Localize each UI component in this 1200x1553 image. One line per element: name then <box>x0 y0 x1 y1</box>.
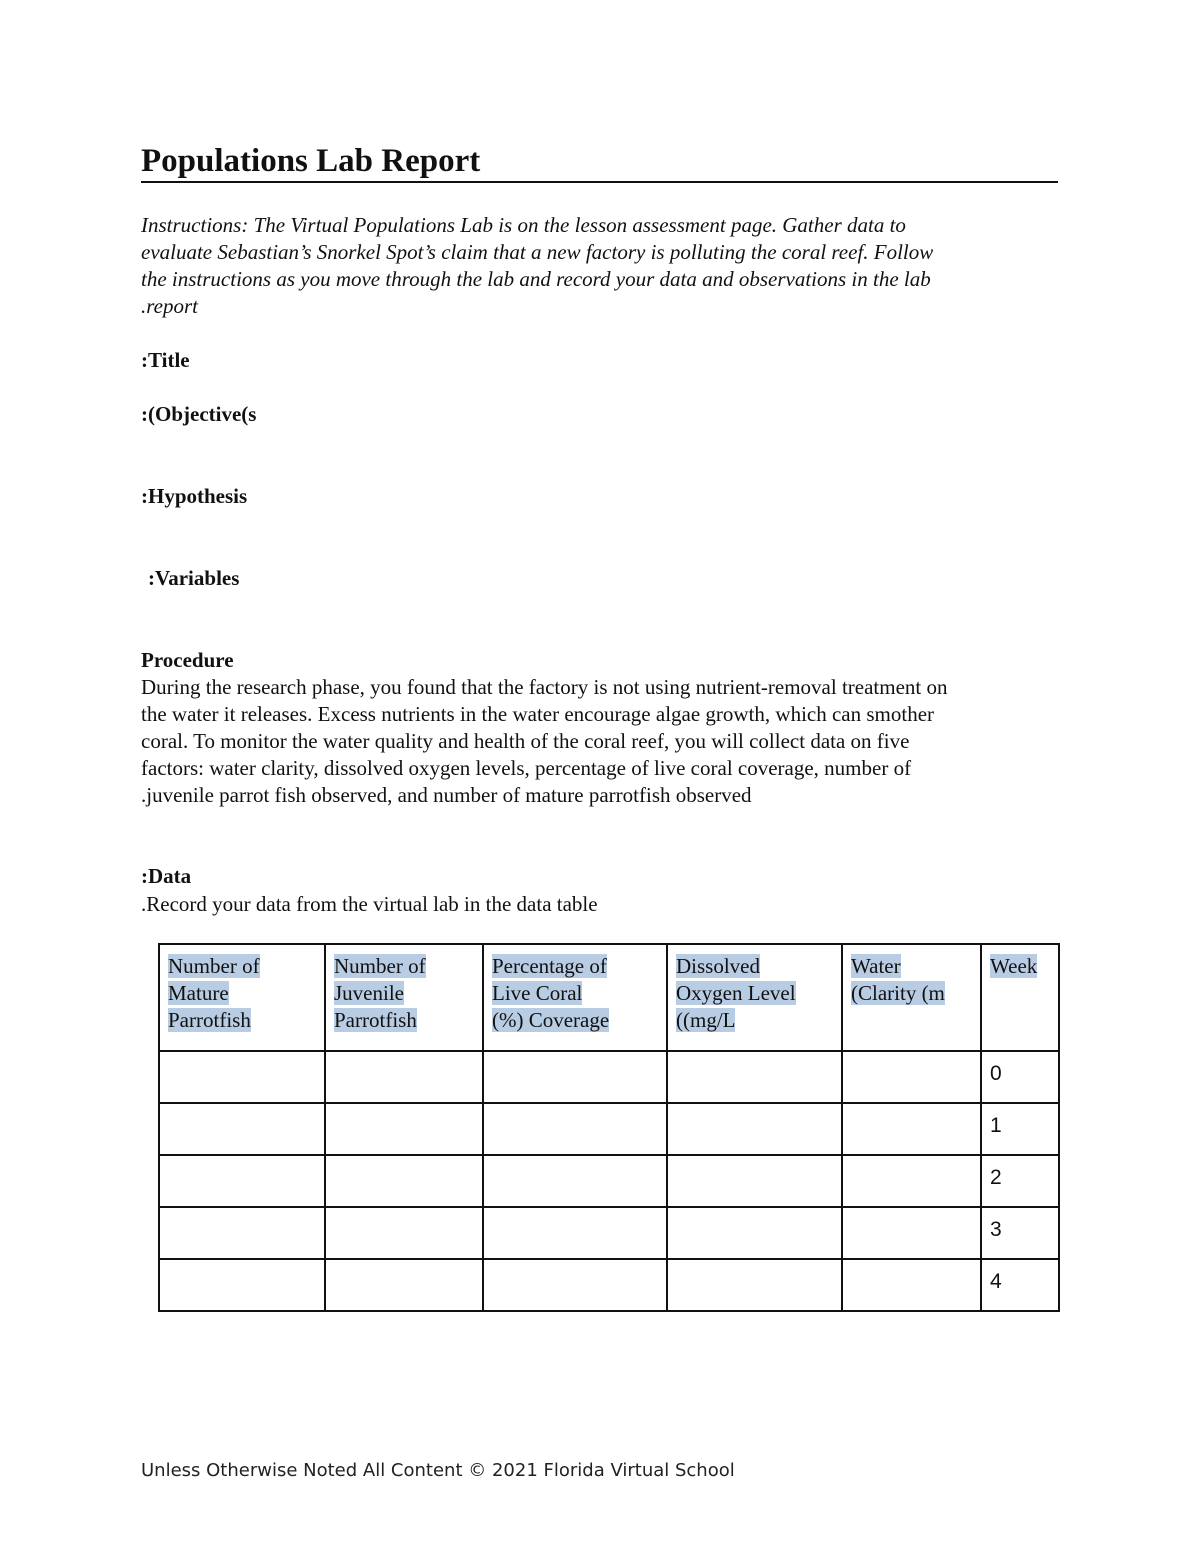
week-cell: 3 <box>981 1207 1059 1259</box>
procedure-heading: Procedure <box>141 648 234 672</box>
instructions-line: the instructions as you move through the lab and record your data and observations in the lab <box>141 267 931 291</box>
data-cell[interactable] <box>159 1051 325 1103</box>
data-cell[interactable] <box>842 1259 981 1311</box>
data-cell[interactable] <box>842 1103 981 1155</box>
week-cell: 0 <box>981 1051 1059 1103</box>
data-cell[interactable] <box>667 1155 842 1207</box>
data-cell[interactable] <box>483 1207 667 1259</box>
procedure-text <box>141 674 1071 809</box>
week-cell: 2 <box>981 1155 1059 1207</box>
objectives-label: :(Objective(s <box>141 402 257 426</box>
data-cell[interactable] <box>483 1103 667 1155</box>
data-cell[interactable] <box>842 1155 981 1207</box>
data-cell[interactable] <box>159 1155 325 1207</box>
instructions-line: .report <box>141 294 198 318</box>
data-instruction: .Record your data from the virtual lab in the data table <box>141 892 598 916</box>
footer-copyright: Unless Otherwise Noted All Content © 2021 Florida Virtual School <box>141 1460 735 1481</box>
hypothesis-label: :Hypothesis <box>141 484 248 508</box>
data-table <box>158 943 1060 1312</box>
data-heading: :Data <box>141 864 192 888</box>
header-week: Week <box>981 944 1059 1051</box>
data-cell[interactable] <box>667 1051 842 1103</box>
header-dissolved-oxygen: Dissolved Oxygen Level ((mg/L <box>667 944 842 1051</box>
table-row <box>159 1207 1059 1259</box>
page-title: Populations Lab Report <box>141 141 1058 183</box>
procedure-line: .juvenile parrot fish observed, and number of mature parrotfish observed <box>141 783 752 807</box>
procedure-line: coral. To monitor the water quality and health of the coral reef, you will collect data on five <box>141 729 910 753</box>
header-live-coral: Percentage of Live Coral (%) Coverage <box>483 944 667 1051</box>
table-row <box>159 1155 1059 1207</box>
data-cell[interactable] <box>325 1155 483 1207</box>
data-cell[interactable] <box>159 1259 325 1311</box>
data-cell[interactable] <box>483 1259 667 1311</box>
data-cell[interactable] <box>667 1259 842 1311</box>
data-cell[interactable] <box>325 1103 483 1155</box>
procedure-line: the water it releases. Excess nutrients in the water encourage algae growth, which can smother <box>141 702 935 726</box>
data-cell[interactable] <box>483 1051 667 1103</box>
data-cell[interactable] <box>842 1207 981 1259</box>
data-cell[interactable] <box>159 1103 325 1155</box>
procedure-line: factors: water clarity, dissolved oxygen levels, percentage of live coral coverage, number of <box>141 756 912 780</box>
data-cell[interactable] <box>325 1207 483 1259</box>
data-cell[interactable] <box>159 1207 325 1259</box>
table-row <box>159 1103 1059 1155</box>
header-water-clarity: Water (Clarity (m <box>842 944 981 1051</box>
data-cell[interactable] <box>667 1103 842 1155</box>
procedure-line: During the research phase, you found that the factory is not using nutrient-removal treatment on <box>141 675 948 699</box>
data-cell[interactable] <box>325 1051 483 1103</box>
table-row <box>159 1051 1059 1103</box>
instructions-line: Instructions: The Virtual Populations Lab is on the lesson assessment page. Gather data to <box>141 213 906 237</box>
header-mature-parrotfish: Number of Mature Parrotfish <box>159 944 325 1051</box>
data-cell[interactable] <box>842 1051 981 1103</box>
instructions-line: evaluate Sebastian’s Snorkel Spot’s claim that a new factory is polluting the coral reef. Follow <box>141 240 934 264</box>
week-cell: 1 <box>981 1103 1059 1155</box>
data-cell[interactable] <box>483 1155 667 1207</box>
data-cell[interactable] <box>667 1207 842 1259</box>
data-cell[interactable] <box>325 1259 483 1311</box>
week-cell: 4 <box>981 1259 1059 1311</box>
variables-label: :Variables <box>148 566 240 590</box>
table-row <box>159 1259 1059 1311</box>
title-label: :Title <box>141 348 190 372</box>
header-juvenile-parrotfish: Number of Juvenile Parrotfish <box>325 944 483 1051</box>
instructions <box>141 212 1051 320</box>
table-header-row <box>159 944 1059 1051</box>
